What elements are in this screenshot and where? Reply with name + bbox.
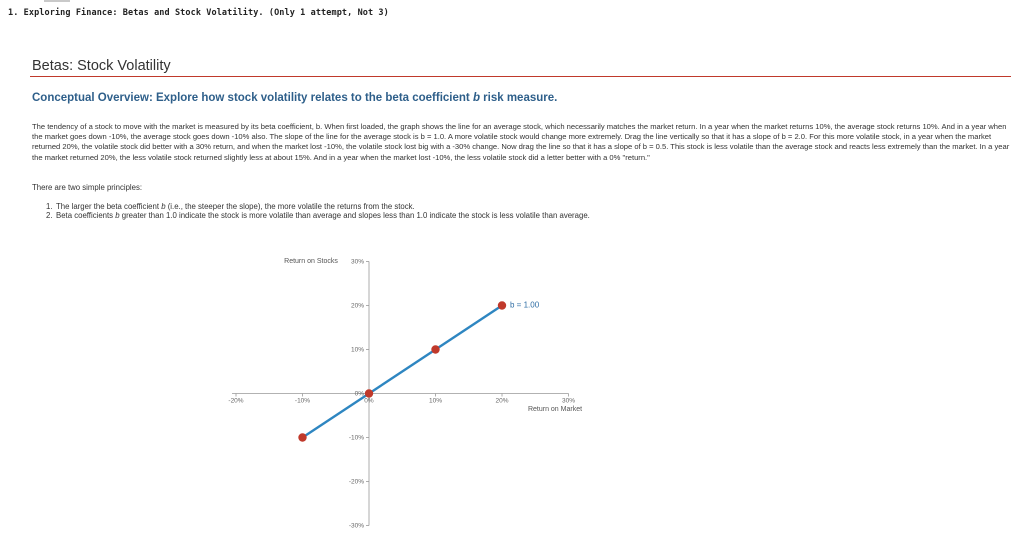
x-tick-label: -20% (228, 397, 244, 405)
chart-series[interactable] (298, 301, 539, 442)
y-tick-label: 20% (350, 302, 364, 310)
overview-text: Conceptual Overview: Explore how stock volatility relates to the beta coefficient b risk measure. (32, 92, 558, 104)
y-tick-label: -30% (348, 522, 364, 530)
y-tick-label: 30% (350, 258, 364, 266)
y-tick-label: -20% (348, 478, 364, 486)
section-title: Betas: Stock Volatility (32, 58, 171, 74)
drag-handle-point[interactable] (498, 301, 506, 309)
x-tick-label: 30% (561, 397, 576, 405)
x-tick-label: -10% (294, 397, 311, 405)
x-tick-label: 0% (364, 397, 374, 405)
principle-text: Beta coefficients b greater than 1.0 indicate the stock is more volatile than average and slopes less than 1.0 indicate the stock is less volatile than average. (56, 211, 590, 221)
x-axis-title: Return on Market (527, 406, 583, 413)
principles-intro: There are two simple principles: (32, 183, 143, 192)
y-tick-label: 10% (350, 346, 364, 354)
y-tick-label: -10% (348, 434, 364, 442)
principle-item: 2. Beta coefficients b greater than 1.0 indicate the stock is more volatile than average and slopes less than 1.0 indicate the stock is less volatile than average. (46, 211, 590, 221)
y-axis-title: Return on Stocks (284, 258, 338, 265)
x-tick-label: 10% (428, 397, 443, 405)
slope-label: b = 1.00 (510, 300, 540, 310)
drag-handle-point[interactable] (298, 433, 306, 441)
beta-line[interactable] (303, 306, 503, 438)
explanation-paragraph: The tendency of a stock to move with the market is measured by its beta coefficient, b. When first loaded, the graph shows the line for an average stock, which necessarily matches the market return. In a year when the market returns 10%, the average stock returns 10%. And in a year when the market goes down -10%, the average stock goes down -10% also. The slope of the line for the average stock is b = 1.0. A more volatile stock would change more extremely. Drag the line vertically so that it has a slope of b = 2.0. For this more volatile stock, in a year when the market returned 20%, the volatile stock did better with a 30% return, and when the market lost -10%, the volatile stock lost big with a -30% change. Now drag the line so that it has a slope of b = 0.5. This stock is less volatile than the average stock and reacts less extremely than the market. In a year the market returned 20%, the less volatile stock returned slightly less at about 15%. And in a year when the market lost -10%, the less volatile stock did a letter better with a 0% "return." (32, 122, 1010, 162)
x-tick-label: 20% (495, 397, 509, 405)
question-title: 1. Exploring Finance: Betas and Stock Volatility. (Only 1 attempt, Not 3) (8, 8, 389, 18)
principle-text: The larger the beta coefficient b (i.e., the steeper the slope), the more volatile the returns from the stock. (56, 202, 415, 211)
drag-handle-point[interactable] (365, 389, 373, 397)
y-tick-label: 0% (354, 390, 364, 398)
drag-handle-point[interactable] (431, 345, 439, 353)
principle-item: 1. The larger the beta coefficient b (i.e., the steeper the slope), the more volatile the returns from the stock. (46, 202, 415, 211)
